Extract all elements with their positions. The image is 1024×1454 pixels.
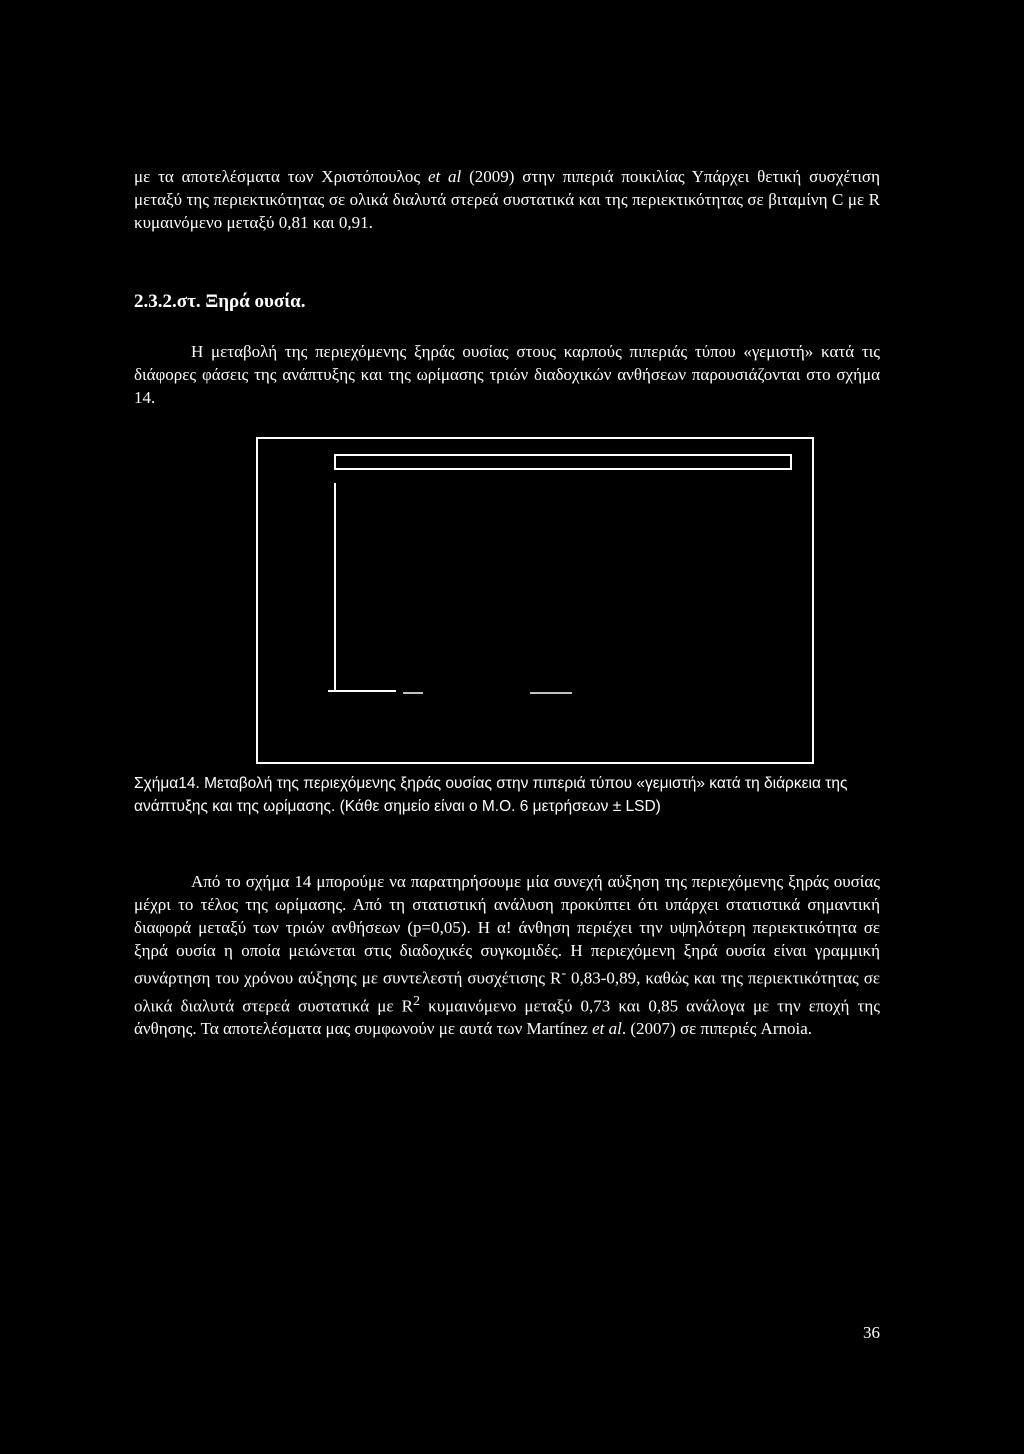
- intro-text-start: με τα αποτελέσματα των Χριστόπουλος: [134, 167, 428, 186]
- legend-box: [335, 455, 791, 469]
- figure-intro-paragraph: Η μεταβολή της περιεχόμενης ξηράς ουσίας στους καρπούς πιπεριάς τύπου «γεμιστή» κατά τις διάφορες φάσεις της ανάπτυξης και της ωρίμασης τριών διαδοχικών ανθήσεων παρουσιάζονται στο σχήμα 14.: [134, 342, 880, 407]
- results-paragraph: [134, 870, 880, 1040]
- page-number: 36: [863, 1323, 880, 1342]
- section-heading: 2.3.2.στ. Ξηρά ουσία.: [134, 291, 306, 312]
- results-text: Από το σχήμα 14 μπορούμε να παρατηρήσουμε μία συνεχή αύξηση της περιεχόμενης ξηράς ουσίας μέχρι το τέλος της ωρίμασης. Από τη στατιστική ανάλυση προκύπτει ότι υπάρχει στατιστικά σημαντική διαφορά μεταξύ των τριών ανθήσεων (p=0,05). Η α! άνθηση περιέχει την υψηλότερη περιεκτικότητα σε ξηρά ουσία η οποία μειώνεται στις διαδοχικές συγκομιδές. Η περιεχόμενη ξηρά ουσία είναι γραμμική συνάρτηση του χρόνου αύξησης με συντελεστή συσχέτισης R: [134, 872, 880, 988]
- figure-14-frame: [256, 437, 814, 764]
- intro-paragraph: [134, 165, 880, 234]
- figure-caption: Σχήμα14. Μεταβολή της περιεχόμενης ξηράς ουσίας στην πιπεριά τύπου «γεμιστή» κατά τη διάρκεια της ανάπτυξης και της ωρίμασης. (Κάθε σημείο είναι ο Μ.Ο. 6 μετρήσεων ± LSD): [134, 775, 848, 815]
- r-mark: -: [561, 965, 567, 981]
- intro-text-end: (2009) στην πιπεριά ποικιλίας Υπάρχει θετική συσχέτιση μεταξύ της περιεκτικότητας σε ολικά διαλυτά στερεά συστατικά και της περιεκτικότητας σε βιταμίνη C με R κυμαινόμενο μεταξύ 0,81 και 0,91.: [134, 167, 880, 232]
- results-text-end: . (2007) σε πιπεριές Arnoia.: [621, 1019, 813, 1039]
- et-al-citation: et al: [427, 167, 462, 186]
- figure-14-graphic: [258, 439, 812, 762]
- results-text: κυμαινόμενο μεταξύ 0,73 και 0,85 ανάλογα με την εποχή της άνθησης. Τα αποτελέσματα μας συμφωνούν με αυτά των Martínez: [134, 996, 880, 1039]
- r-squared-superscript: 2: [412, 992, 421, 1009]
- results-text: 0,83-0,89, καθώς και της περιεκτικότητας σε ολικά διαλυτά στερεά συστατικά με R: [134, 968, 880, 1016]
- et-al-citation: et al: [592, 1019, 622, 1039]
